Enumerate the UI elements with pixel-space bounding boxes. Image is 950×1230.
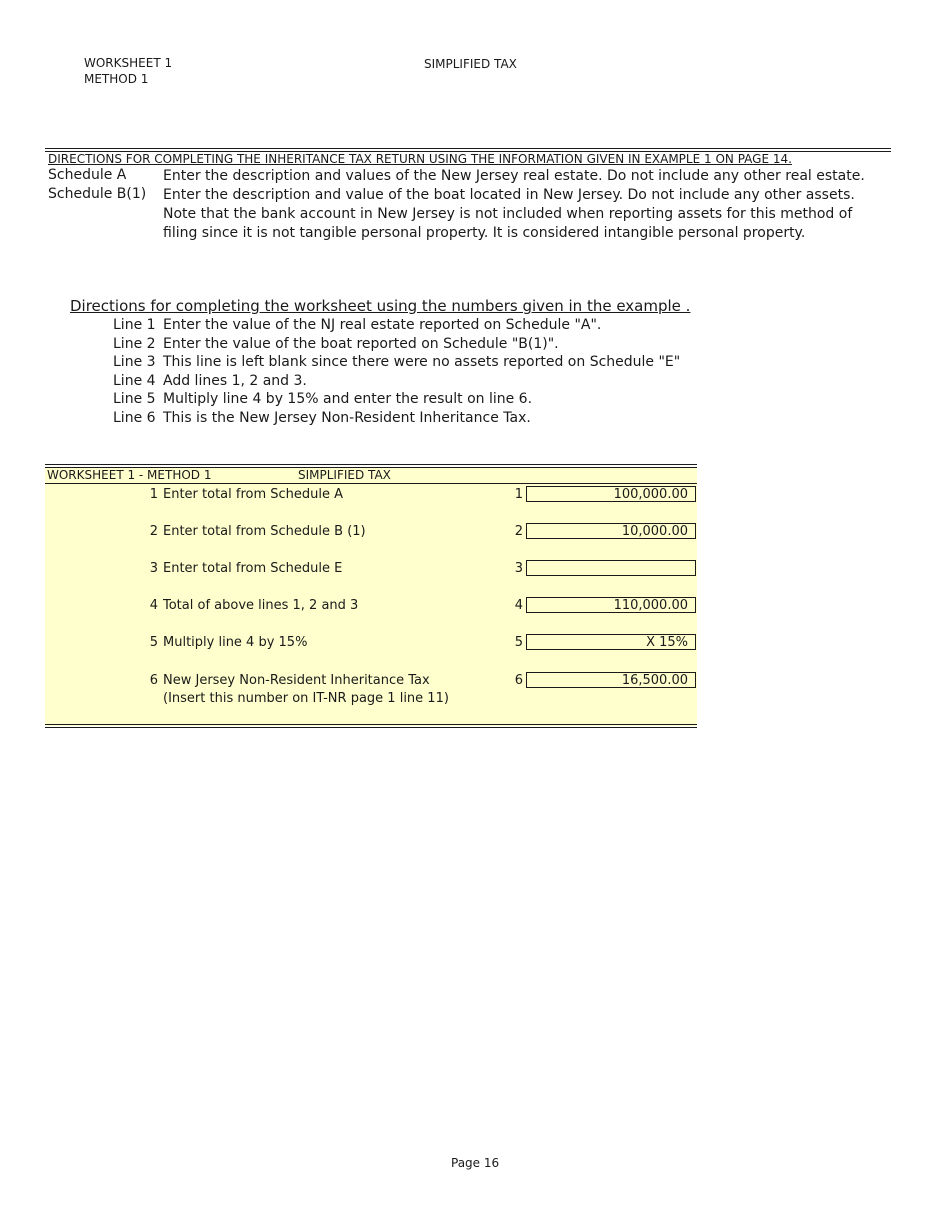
row-5-amount-field[interactable]: X 15% — [526, 634, 696, 650]
worksheet-label: WORKSHEET 1 — [84, 56, 173, 70]
return-directions-heading: DIRECTIONS FOR COMPLETING THE INHERITANCE TAX RETURN USING THE INFORMATION GIVEN IN EXAMPLE 1 ON PAGE 14. — [48, 152, 792, 166]
line-6-text: This is the New Jersey Non-Resident Inheritance Tax. — [163, 410, 531, 426]
schedule-a-label: Schedule A — [48, 167, 127, 183]
page-title: SIMPLIFIED TAX — [424, 57, 517, 71]
schedule-b1-text-3: filing since it is not tangible personal property. It is considered intangible personal property. — [163, 225, 806, 241]
row-1-line: 1 — [514, 487, 523, 502]
line-5-label: Line 5 — [113, 391, 156, 407]
row-6-label: New Jersey Non-Resident Inheritance Tax — [163, 673, 430, 688]
row-3-number: 3 — [149, 561, 158, 576]
row-4-label: Total of above lines 1, 2 and 3 — [163, 598, 359, 613]
schedule-b1-text-1: Enter the description and value of the boat located in New Jersey. Do not include any other assets. — [163, 187, 855, 203]
row-3-label: Enter total from Schedule E — [163, 561, 343, 576]
row-6-amount-field[interactable]: 16,500.00 — [526, 672, 696, 688]
line-4-label: Line 4 — [113, 373, 156, 389]
worksheet-header-rule — [45, 483, 697, 484]
line-6-label: Line 6 — [113, 410, 156, 426]
row-6-number: 6 — [149, 673, 158, 688]
line-1-label: Line 1 — [113, 317, 156, 333]
line-5-text: Multiply line 4 by 15% and enter the result on line 6. — [163, 391, 533, 407]
line-1-text: Enter the value of the NJ real estate reported on Schedule "A". — [163, 317, 602, 333]
row-2-number: 2 — [149, 524, 158, 539]
row-3-line: 3 — [514, 561, 523, 576]
schedule-b1-label: Schedule B(1) — [48, 186, 147, 202]
page-number: Page 16 — [451, 1156, 500, 1170]
row-5-label: Multiply line 4 by 15% — [163, 635, 308, 650]
line-3-text: This line is left blank since there were no assets reported on Schedule "E" — [163, 354, 681, 370]
worksheet-title: WORKSHEET 1 - METHOD 1 — [47, 468, 212, 482]
row-6-line: 6 — [514, 673, 523, 688]
row-2-line: 2 — [514, 524, 523, 539]
worksheet-top-rule — [45, 464, 697, 465]
row-1-number: 1 — [149, 487, 158, 502]
row-4-amount-field[interactable]: 110,000.00 — [526, 597, 696, 613]
line-2-text: Enter the value of the boat reported on Schedule "B(1)". — [163, 336, 559, 352]
row-4-number: 4 — [149, 598, 158, 613]
worksheet-bottom-rule — [45, 724, 697, 725]
line-3-label: Line 3 — [113, 354, 156, 370]
method-label: METHOD 1 — [84, 72, 149, 86]
row-2-amount-field[interactable]: 10,000.00 — [526, 523, 696, 539]
worksheet-bottom-rule-2 — [45, 727, 697, 728]
schedule-b1-text-2: Note that the bank account in New Jersey is not included when reporting assets for this method of — [163, 206, 853, 222]
divider-top — [45, 148, 891, 149]
schedule-a-text: Enter the description and values of the New Jersey real estate. Do not include any other real estate. — [163, 168, 865, 184]
worksheet-directions-heading: Directions for completing the worksheet using the numbers given in the example . — [70, 297, 691, 315]
row-1-label: Enter total from Schedule A — [163, 487, 344, 502]
row-4-line: 4 — [514, 598, 523, 613]
line-4-text: Add lines 1, 2 and 3. — [163, 373, 307, 389]
row-3-amount-field[interactable] — [526, 560, 696, 576]
row-6-note: (Insert this number on IT-NR page 1 line 11) — [163, 691, 449, 706]
worksheet-subtitle: SIMPLIFIED TAX — [298, 468, 391, 482]
row-5-number: 5 — [149, 635, 158, 650]
row-2-label: Enter total from Schedule B (1) — [163, 524, 366, 539]
row-5-line: 5 — [514, 635, 523, 650]
row-1-amount-field[interactable]: 100,000.00 — [526, 486, 696, 502]
line-2-label: Line 2 — [113, 336, 156, 352]
